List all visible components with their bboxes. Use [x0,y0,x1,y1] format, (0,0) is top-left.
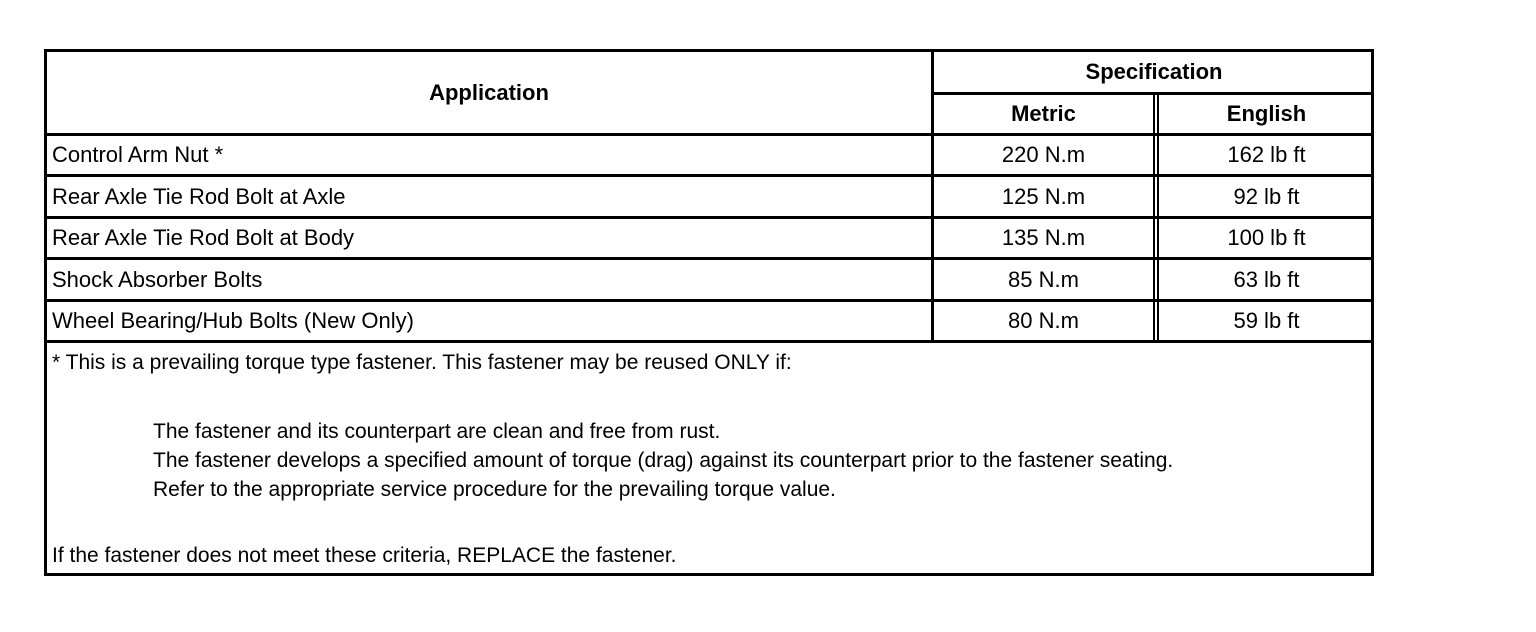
row-4-application: Shock Absorber Bolts [52,266,263,292]
footnote-closing: If the fastener does not meet these criteria, REPLACE the fastener. [52,544,677,567]
row-2-metric: 125 N.m [1001,183,1086,209]
header-metric: Metric [1011,101,1076,126]
row-4-metric: 85 N.m [1008,266,1079,292]
row-3-metric: 135 N.m [1001,225,1086,250]
row-3-application: Rear Axle Tie Rod Bolt at Body [52,225,355,250]
row-5-metric: 80 N.m [1008,308,1079,333]
row-1-application: Control Arm Nut * [52,142,224,167]
header-specification: Specification [1085,59,1223,84]
footnote-condition-1: The fastener and its counterpart are clean and free from rust. [153,420,721,443]
header-application: Application [429,79,549,105]
footnote-condition-2: The fastener develops a specified amount of torque (drag) against its counterpart prior to the fastener seating. [153,449,1174,472]
row-1-metric: 220 N.m [1001,142,1086,167]
row-3-english: 100 lb ft [1227,225,1306,250]
row-1-english: 162 lb ft [1227,142,1306,167]
divider-row-5 [47,340,1374,343]
row-5-application: Wheel Bearing/Hub Bolts (New Only) [52,308,414,333]
row-4-english: 63 lb ft [1233,266,1300,292]
header-english: English [1226,101,1307,126]
row-2-application: Rear Axle Tie Rod Bolt at Axle [52,183,346,209]
row-2-english: 92 lb ft [1233,183,1300,209]
footnote-condition-3: Refer to the appropriate service procedure for the prevailing torque value. [153,478,836,501]
row-5-english: 59 lb ft [1233,308,1300,333]
torque-spec-table [44,49,1374,576]
footnote-intro: * This is a prevailing torque type fastener. This fastener may be reused ONLY if: [52,351,792,374]
